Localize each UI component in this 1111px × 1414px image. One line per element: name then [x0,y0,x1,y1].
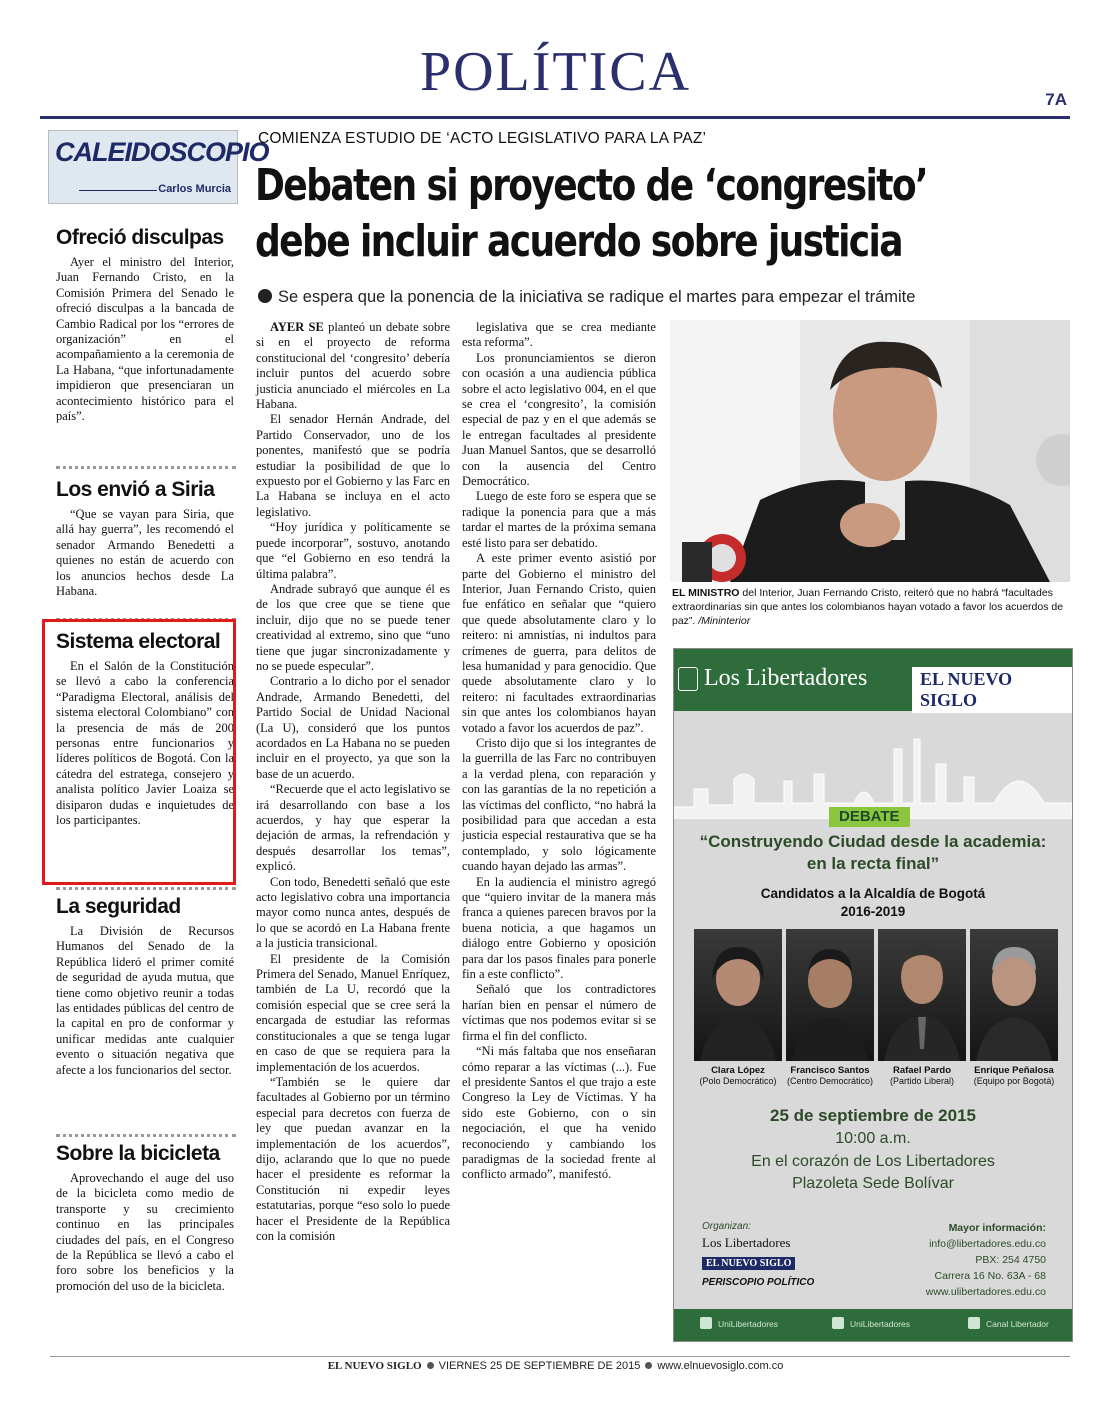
candidate-card [786,929,874,1086]
event-date: 25 de septiembre de 2015 [769,1106,976,1125]
candidate-name: Francisco Santos [790,1065,870,1076]
headline-line: Debaten si proyecto de ‘congresito’ [255,160,928,211]
page-number: 7A [1045,90,1067,109]
article-paragraph: “Ni más faltaba que nos enseñaran cómo reparar a las víctimas (...). Fue el presidente Santos el que trajo a este Congreso la Ley de Víctimas. Y ha sido este Gobierno, con o sin negociación, el que ha venido reconociendo y cambiando los paradigmas de la sociedad frente al conflicto armado”, manifestó. [462,1044,656,1182]
ad-title-line: en la recta final” [806,854,940,873]
paragraph-text: planteó un debate sobre si en el proyecto de reforma constitucional del ‘congresito’ debería incluir puntos del acuerdo sobre justicia anunciado el miércoles en La Habana. [256,320,451,412]
minister-photo-illustration [670,320,1070,582]
bullet-icon [427,1362,434,1369]
caption-lead: EL MINISTRO [672,587,740,599]
ad-title-line: “Construyendo Ciudad desde la academia: [699,832,1047,851]
organizer-logo: EL NUEVO SIGLO [702,1257,795,1270]
ad-subtitle [674,885,1072,921]
article-paragraph: El senador Hernán Andrade, del Partido Conservador, uno de los ponentes, manifestó que se podría estudiar la posibilidad de que lo expuesto por el Gobierno y las Farc en La Habana se incluya en el acto legislativo. [256,412,450,519]
article-paragraph: “También se le quiere dar facultades al Gobierno por un término especial para decretos con fuerza de ley que puedan avanzar en la implementación de los acuerdos”, dijo, aclarando que lo que no puede hacer el presidente es reformar la Constitución ni expedir leyes estatutarias, porque “eso solo lo puede hacer el Presidente de la República con la comisión [256,1074,450,1243]
organizers-label: Organizan: [702,1221,751,1232]
info-address: Carrera 16 No. 63A - 68 [934,1270,1046,1282]
sidebar-item-heading: Sistema electoral [56,630,221,653]
article-paragraph [256,320,450,412]
bullet-icon [645,1362,652,1369]
column-author: Carlos Murcia [158,183,231,195]
youtube-icon [968,1317,980,1329]
divider [56,887,236,890]
candidate-name: Rafael Pardo [892,1065,952,1076]
article-paragraph: A este primer evento asistió por parte del Gobierno el ministro del Interior, Juan Fernando Cristo, quien fue enfático en señalar que “quiero que quede absolutamente claro y lo reitero: ni amnistías, ni indultos para crímenes de guerra, para delitos de lesa humanidad y para genocidio. Que quede absolutamente claro y lo reitero: ni facultades extraordinarias sin que antes los colombianos hayan votado a favor los acuerdos de paz”. [462,551,656,735]
article-paragraph: Señaló que los contradictores harían bien en pensar el número de víctimas que nos podemos evitar si se firma el fin del conflicto. [462,982,656,1043]
sidebar-item-text: La División de Recursos Humanos del Senado de la República lideró el primer comité de seguridad de ayuda mutua, que tiene como objetivo reunir a todas las entidades públicas del centro de la capital en pro de conformar y unificar medidas ante cualquier evento o situación negativa que afecte a los funcionarios del sector. [56,924,234,1077]
twitter-icon [832,1317,844,1329]
sidebar-item-heading: Sobre la bicicleta [56,1142,220,1165]
ad-title [674,831,1072,875]
footer-rule [50,1356,1070,1357]
info-website: www.ulibertadores.edu.co [925,1286,1046,1298]
article-paragraph: Cristo dijo que si los integrantes de la guerrilla de las Farc no contribuyen a la verdad plena, con reparación y con las garantías de la no repetición a las víctimas del conflicto, “no habrá la posibilidad para que accedan a esta justicia especial restaurativa que se ha contemplado, y solo lógicamente cuando hayan dejado las armas”. [462,735,656,874]
highlight-box [42,619,236,885]
candidate-card [694,929,782,1086]
event-place: Plazoleta Sede Bolívar [792,1175,954,1192]
candidate-party: (Partido Liberal) [889,1076,955,1086]
article-paragraph: legislativa que se crea mediante esta reforma”. [462,320,656,350]
article-paragraph: “Hoy jurídica y políticamente se puede incorporar”, sostuvo, anotando que “el Gobierno en eso tendrá la última palabra”. [256,520,450,581]
article-kicker: COMIENZA ESTUDIO DE ‘ACTO LEGISLATIVO PARA LA PAZ’ [258,130,707,147]
article-paragraph: “Recuerde que el acto legislativo se irá desarrollando con base a los acuerdos, y hay que esperar la dejación de armas, la refrendación y después desarrollar los temas”, explicó. [256,782,450,874]
candidate-portrait [878,929,966,1061]
city-skyline-illustration [674,719,1072,819]
candidate-card [878,929,966,1086]
photo-caption [672,586,1068,628]
article-paragraph: Andrade subrayó que aunque él es de los que cree que se tiene que incluir, dijo que no se puede tener creatividad al extremo, sino que “uno tiene que jugar sincronizadamente y no se puede especular”. [256,581,450,673]
event-time: 10:00 a.m. [835,1130,911,1147]
sidebar-item-heading: Ofreció disculpas [56,226,224,249]
info-phone: PBX: 254 4750 [975,1254,1046,1266]
candidate-photo [786,929,874,1061]
headline-line: debe incluir acuerdo sobre justicia [255,216,902,267]
sidebar-item [48,895,236,1078]
divider [79,190,157,191]
candidate-photo [694,929,782,1061]
ad-header [674,649,1072,711]
organizer-logo: PERISCOPIO POLÍTICO [702,1277,815,1288]
los-libertadores-logo: Los Libertadores [704,665,868,691]
caption-text: del Interior, Juan Fernando Cristo, reiteró que no habrá “facultades extraordinarias sin que antes los colombianos hayan votado a favor los acuerdos de paz”. [672,587,1064,627]
ad-subtitle-line: Candidatos a la Alcaldía de Bogotá [760,886,986,901]
shield-icon [678,667,698,691]
column-title: CALEIDOSCOPIO [55,137,269,167]
article-headline [255,158,928,270]
footer-url: www.elnuevosiglo.com.co [657,1360,784,1372]
candidate-name: Enrique Peñalosa [974,1065,1054,1076]
article-column-1 [256,320,450,1244]
candidate-portrait [786,929,874,1061]
minister-photo [670,320,1070,582]
sidebar-item [48,1142,236,1294]
ad-subtitle-line: 2016-2019 [840,904,906,919]
social-handle: Canal Libertador [986,1319,1049,1329]
candidate-card [970,929,1058,1086]
debate-tag: DEBATE [829,807,910,827]
sidebar-item [48,478,236,599]
social-handle: UniLibertadores [850,1319,911,1329]
article-paragraph: En la audiencia el ministro agregó que “quiero invitar de la manera más franca a quienes parecen bravos por la buena noticia, a que hagamos un diálogo entre Gobierno y oposición para dar los pasos finales para ponerle fin a este conflicto”. [462,874,656,982]
candidate-photo [970,929,1058,1061]
organizer-logo: Los Libertadores [702,1235,791,1250]
caption-credit: /Mininterior [695,615,751,627]
ad-social-bar [674,1309,1072,1341]
candidate-portrait [694,929,782,1061]
article-column-2 [462,320,656,1183]
facebook-icon [700,1317,712,1329]
article-paragraph: Luego de este foro se espera que se radique la ponencia para que a más tardar el martes de la próxima semana esté listo para ser debatido. [462,489,656,550]
sidebar-item-text: En el Salón de la Constitución se llevó a cabo la conferencia “Paradigma Electoral, análisis del sistema electoral Colombiano” con la presencia de más de 200 personas entre funcionarios y líderes políticos de Bogotá. Con la cátedra del estratega, consejero y analista político Javier Loaiza se disiparon dudas e inquietudes de los participantes. [56,659,234,828]
sidebar-item [48,226,236,424]
info-email: info@libertadores.edu.co [929,1238,1046,1250]
article-paragraph: El presidente de la Comisión Primera del Senado, Manuel Enríquez, también de La U, recordó que la comisión especial que se cree será la encargada de estudiar las reformas constitucionales a que se tenga lugar en caso de que se requiera para la implementación de los acuerdos. [256,951,450,1074]
divider [56,466,236,469]
candidate-name: Clara López [711,1065,765,1076]
candidate-party: (Equipo por Bogotá) [973,1076,1055,1086]
header-rule [40,116,1070,119]
el-nuevo-siglo-logo: EL NUEVO SIGLO [912,667,1072,713]
debate-advertisement [673,648,1073,1342]
sidebar-item-heading: La seguridad [56,895,181,918]
candidate-party: (Polo Democrático) [699,1076,777,1086]
article-paragraph: Contrario a lo dicho por el senador Andrade, Armando Benedetti, del Partido Social de Unidad Nacional (La U), consideró que los puntos acordados en La Habana no se pueden incluir en el proyecto, ya que son la base de un acuerdo. [256,674,450,781]
footer-date: VIERNES 25 DE SEPTIEMBRE DE 2015 [438,1360,641,1372]
social-handle: UniLibertadores [718,1319,779,1329]
divider [56,1134,236,1137]
candidate-party: (Centro Democrático) [786,1076,874,1086]
candidate-photo [878,929,966,1061]
page-footer [0,1360,1111,1372]
sidebar-item-text: “Que se vayan para Siria, que allá hay guerra”, les recomendó el senador Armando Benedetti a quienes no están de acuerdo con los anuncios hechos desde La Habana. [56,507,234,599]
lead-in: AYER SE [270,320,329,334]
sidebar-item-text: Aprovechando el auge del uso de la bicicleta como medio de transporte y su crecimiento continuo en las principales ciudades del país, en el Congreso de la República se llevó a cabo el foro sobre los beneficios y la promoción del uso de la bicicleta. [56,1171,234,1293]
article-deck [258,288,915,307]
section-title: POLÍTICA [419,41,692,103]
event-place: En el corazón de Los Libertadores [751,1153,995,1170]
column-masthead [48,130,269,204]
deck-text: Se espera que la ponencia de la iniciativa se radique el martes para empezar el trámite [278,288,916,306]
info-label: Mayor información: [948,1222,1046,1234]
footer-brand: EL NUEVO SIGLO [327,1360,422,1372]
sidebar-item-text: Ayer el ministro del Interior, Juan Fernando Cristo, en la Comisión Primera del Senado le ofreció disculpas a la bancada de Cambio Radical por los “errores de organización” en el acompañamiento a la ceremonia de La Habana, “que infortunadamente impidieron que presenciaran un acontecimiento histórico para el país”. [56,255,234,424]
candidate-portrait [970,929,1058,1061]
sidebar-item-heading: Los envió a Siria [56,478,215,501]
article-paragraph: Los pronunciamientos se dieron con ocasión a una audiencia pública sobre el acto legislativo 004, en el que se crea el ‘congresito’, la comisión especial de paz y en el que además se le entregan facultades al presidente Juan Manuel Santos, que se desarrolló con la ausencia del Centro Democrático. [462,350,656,489]
article-paragraph: Con todo, Benedetti señaló que este acto legislativo cobra una importancia mayor como nunca antes, después de lo que se acordó en La Habana frente a la justicia transicional. [256,874,450,951]
bullet-icon [258,289,272,303]
